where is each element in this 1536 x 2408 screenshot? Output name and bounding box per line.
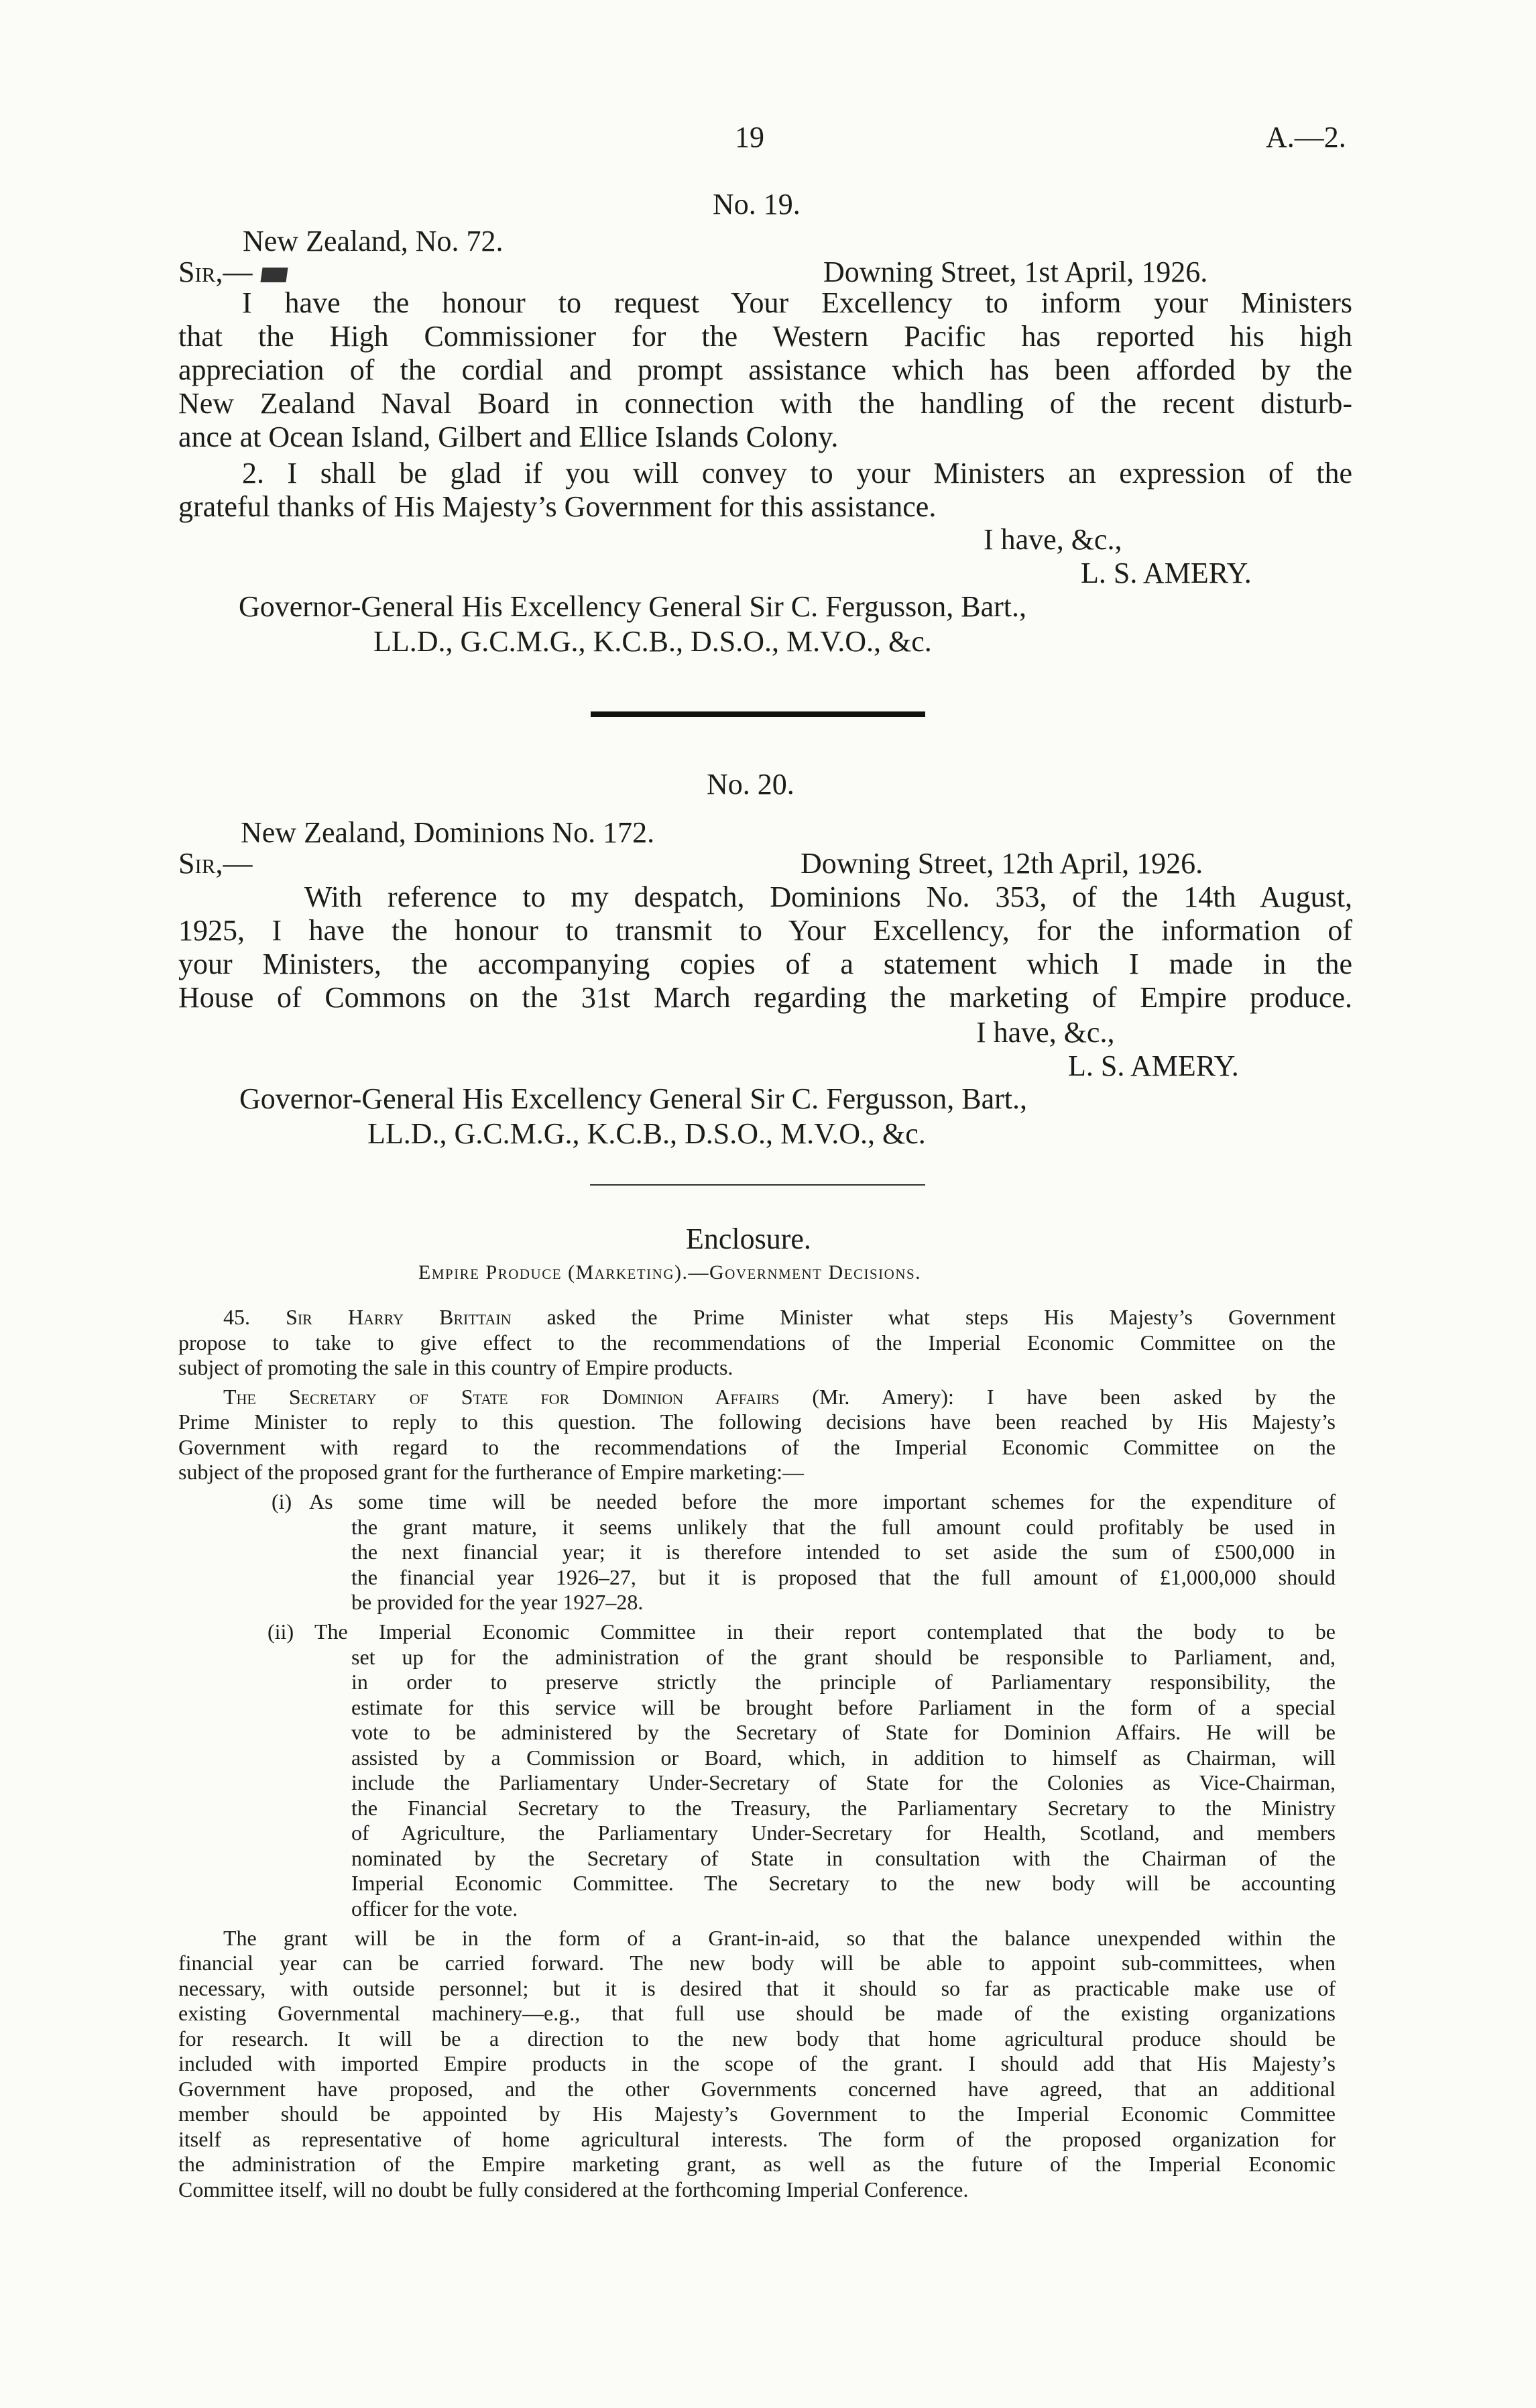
despatch-number: No. 20. bbox=[707, 768, 794, 801]
text-line: in order to preserve strictly the principle of Parliamentary responsibility, the bbox=[351, 1670, 1336, 1694]
addressee: Governor-General His Excellency General Sir C. Fergusson, Bart., bbox=[239, 1082, 1027, 1115]
addressee: Governor-General His Excellency General Sir C. Fergusson, Bart., bbox=[239, 590, 1026, 623]
text-line: necessary, with outside personnel; but it is desired that it should so far as practicable make use of bbox=[178, 1976, 1336, 2000]
text-line: be provided for the year 1927–28. bbox=[351, 1590, 644, 1614]
addressee: LL.D., G.C.M.G., K.C.B., D.S.O., M.V.O., &c. bbox=[373, 625, 932, 658]
speaker-name: The Secretary of State for Dominion Affairs bbox=[223, 1385, 780, 1409]
text-line: appreciation of the cordial and prompt assistance which has been afforded by the bbox=[178, 353, 1352, 386]
document-reference: A.—2. bbox=[1266, 121, 1346, 154]
text-line bbox=[223, 1385, 1336, 1410]
text-line: the Financial Secretary to the Treasury, the Parliamentary Secretary to the Ministry bbox=[351, 1796, 1336, 1820]
text-line: officer for the vote. bbox=[351, 1896, 518, 1920]
item-label: (ii) bbox=[268, 1619, 294, 1644]
text-line: included with imported Empire products in the scope of the grant. I should add that His Majesty’s bbox=[178, 2051, 1336, 2075]
text-line: Government with regard to the recommendations of the Imperial Economic Committee on the bbox=[178, 1435, 1336, 1459]
text-line: I have the honour to request Your Excellency to inform your Ministers bbox=[242, 286, 1352, 319]
text-line: include the Parliamentary Under-Secretary of State for the Colonies as Vice-Chairman, bbox=[351, 1770, 1336, 1794]
speaker-name: Sir Harry Brittain bbox=[286, 1305, 512, 1329]
salutation-text: Sir,— bbox=[178, 255, 253, 288]
text-line: subject of the proposed grant for the furtherance of Empire marketing:— bbox=[178, 1460, 804, 1484]
text-line: Government have proposed, and the other Governments concerned have agreed, that an additional bbox=[178, 2077, 1336, 2101]
text-line: 1925, I have the honour to transmit to Your Excellency, for the information of bbox=[178, 914, 1352, 947]
text-line: propose to take to give effect to the recommendations of the Imperial Economic Committee on the bbox=[178, 1330, 1336, 1355]
enclosure-title: Enclosure. bbox=[686, 1222, 811, 1255]
text-line: of Agriculture, the Parliamentary Under-Secretary for Health, Scotland, and members bbox=[351, 1821, 1336, 1845]
text-line: Prime Minister to reply to this question. The following decisions have been reached by His Majesty’s bbox=[178, 1410, 1336, 1434]
text-line bbox=[223, 1305, 1336, 1330]
text-line: set up for the administration of the grant should be responsible to Parliament, and, bbox=[351, 1645, 1336, 1669]
question-number: 45. bbox=[223, 1305, 250, 1329]
text-line: subject of promoting the sale in this country of Empire products. bbox=[178, 1355, 733, 1379]
text-line: The grant will be in the form of a Grant-in-aid, so that the balance unexpended within the bbox=[223, 1926, 1336, 1950]
enclosure-subtitle: Empire Produce (Marketing).—Government Decisions. bbox=[418, 1261, 922, 1283]
section-divider bbox=[591, 711, 925, 717]
stamp-mark bbox=[261, 268, 288, 282]
text-line: the administration of the Empire marketing grant, as well as the future of the Imperial Economic bbox=[178, 2152, 1336, 2176]
closing: I have, &c., bbox=[976, 1016, 1115, 1049]
despatch-reference: New Zealand, Dominions No. 172. bbox=[241, 816, 655, 849]
text-line: grateful thanks of His Majesty’s Government for this assistance. bbox=[178, 490, 937, 523]
text-line: for research. It will be a direction to the new body that home agricultural produce should be bbox=[178, 2026, 1336, 2051]
text-line: financial year can be carried forward. The new body will be able to appoint sub-committees, when bbox=[178, 1951, 1336, 1975]
text-line: assisted by a Commission or Board, which, in addition to himself as Chairman, will bbox=[351, 1745, 1336, 1770]
salutation: Sir,— bbox=[178, 847, 253, 880]
text-line: ance at Ocean Island, Gilbert and Ellice Islands Colony. bbox=[178, 420, 839, 453]
text-line: House of Commons on the 31st March regarding the marketing of Empire produce. bbox=[178, 981, 1352, 1014]
page-number: 19 bbox=[735, 121, 764, 154]
closing: I have, &c., bbox=[984, 523, 1122, 556]
signature: L. S. AMERY. bbox=[1068, 1049, 1239, 1082]
text-line: Committee itself, will no doubt be fully considered at the forthcoming Imperial Conference. bbox=[178, 2177, 969, 2201]
text-line: your Ministers, the accompanying copies of a statement which I made in the bbox=[178, 948, 1352, 980]
text-line: existing Governmental machinery—e.g., that full use should be made of the existing organizations bbox=[178, 2001, 1336, 2025]
despatch-number: No. 19. bbox=[713, 188, 801, 221]
text-line: that the High Commissioner for the Western Pacific has reported his high bbox=[178, 320, 1352, 353]
text-line: the grant mature, it seems unlikely that the full amount could profitably be used in bbox=[351, 1515, 1336, 1539]
place-date: Downing Street, 1st April, 1926. bbox=[823, 255, 1208, 288]
text-line: nominated by the Secretary of State in consultation with the Chairman of the bbox=[351, 1846, 1336, 1870]
answer-text: (Mr. Amery): I have been asked by the bbox=[812, 1385, 1336, 1409]
text-line: the next financial year; it is therefore intended to set aside the sum of £500,000 in bbox=[351, 1540, 1336, 1564]
text-line: estimate for this service will be brought before Parliament in the form of a special bbox=[351, 1695, 1336, 1719]
text-line: New Zealand Naval Board in connection with the handling of the recent disturb- bbox=[178, 387, 1352, 420]
addressee: LL.D., G.C.M.G., K.C.B., D.S.O., M.V.O., &c. bbox=[367, 1117, 926, 1150]
despatch-reference: New Zealand, No. 72. bbox=[243, 225, 504, 257]
text-line: 2. I shall be glad if you will convey to your Ministers an expression of the bbox=[242, 457, 1352, 490]
signature: L. S. AMERY. bbox=[1081, 557, 1252, 589]
text-line: With reference to my despatch, Dominions No. 353, of the 14th August, bbox=[304, 880, 1352, 913]
item-label: (i) bbox=[272, 1489, 292, 1513]
text-line: The Imperial Economic Committee in their report contemplated that the body to be bbox=[314, 1619, 1336, 1644]
section-divider bbox=[590, 1184, 925, 1186]
text-line: the financial year 1926–27, but it is proposed that the full amount of £1,000,000 should bbox=[351, 1565, 1336, 1589]
text-line: As some time will be needed before the more important schemes for the expenditure of bbox=[309, 1489, 1336, 1513]
place-date: Downing Street, 12th April, 1926. bbox=[801, 847, 1203, 880]
text-line: member should be appointed by His Majesty’s Government to the Imperial Economic Committee bbox=[178, 2102, 1336, 2126]
question-text: asked the Prime Minister what steps His Majesty’s Government bbox=[546, 1305, 1336, 1329]
text-line: Imperial Economic Committee. The Secretary to the new body will be accounting bbox=[351, 1871, 1336, 1895]
text-line: vote to be administered by the Secretary of State for Dominion Affairs. He will be bbox=[351, 1720, 1336, 1744]
text-line: itself as representative of home agricultural interests. The form of the proposed organization for bbox=[178, 2127, 1336, 2151]
salutation bbox=[178, 255, 287, 289]
